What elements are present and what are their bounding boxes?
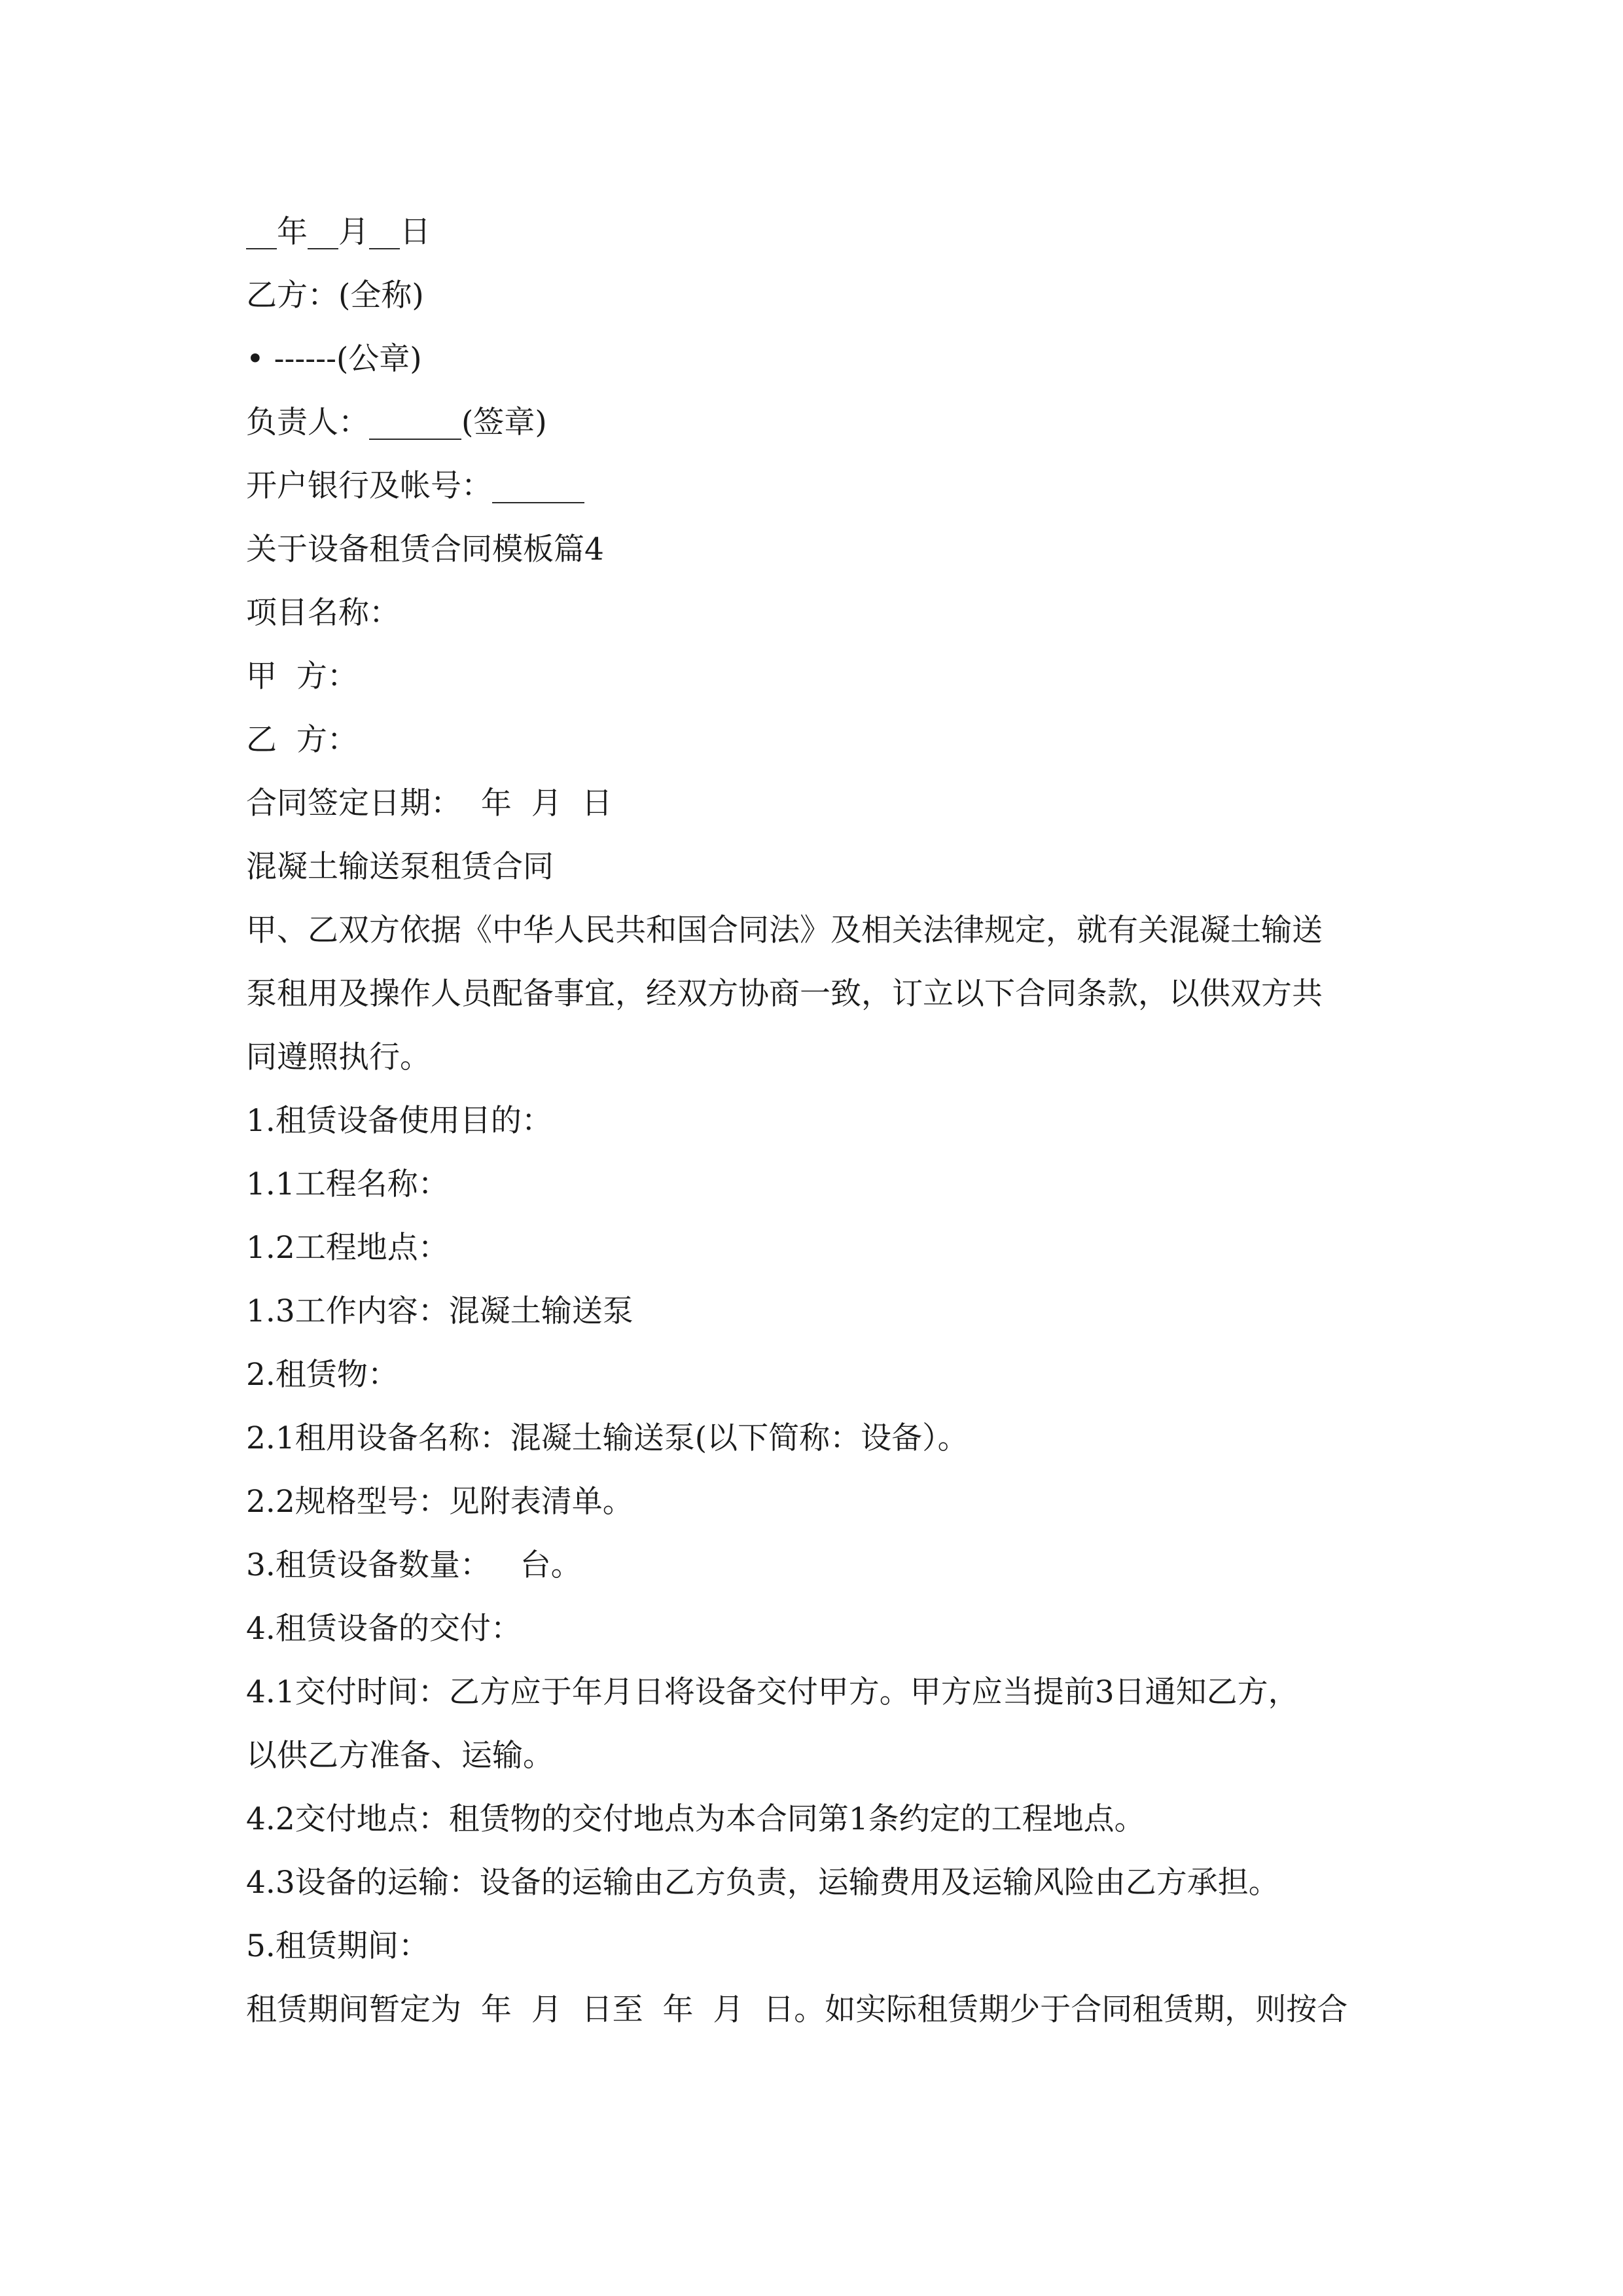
clause-2-heading: 2.租赁物：	[246, 1357, 399, 1393]
party-a-line: 甲 方：	[246, 658, 358, 694]
clause-4-3: 4.3设备的运输：设备的运输由乙方负责，运输费用及运输风险由乙方承担。	[246, 1865, 1279, 1901]
date-line: __年__月__日	[246, 214, 431, 250]
document-body	[246, 200, 1385, 2041]
clause-1-3: 1.3工作内容：混凝土输送泵	[246, 1293, 633, 1329]
clause-3: 3.租赁设备数量： 台。	[246, 1547, 582, 1583]
clause-2-2: 2.2规格型号：见附表清单。	[246, 1484, 633, 1520]
clause-1-heading: 1.租赁设备使用目的：	[246, 1103, 552, 1139]
official-seal-line: • ------(公章)	[246, 341, 422, 377]
section-title: 关于设备租赁合同模板篇4	[246, 531, 604, 567]
project-name-line: 项目名称：	[246, 595, 400, 631]
responsible-person-line: 负责人：______(签章)	[246, 404, 547, 440]
clause-4-2: 4.2交付地点：租赁物的交付地点为本合同第1条约定的工程地点。	[246, 1801, 1145, 1837]
clause-2-1: 2.1租用设备名称：混凝土输送泵(以下简称：设备）。	[246, 1420, 969, 1456]
clause-1-1: 1.1工程名称：	[246, 1166, 449, 1202]
preamble-line-3: 同遵照执行。	[246, 1039, 431, 1075]
clause-4-1-line-1: 4.1交付时间：乙方应于年月日将设备交付甲方。甲方应当提前3日通知乙方，	[246, 1674, 1299, 1710]
signing-date-line: 合同签定日期： 年 月 日	[246, 785, 613, 821]
preamble-line-1: 甲、乙双方依据《中华人民共和国合同法》及相关法律规定，就有关混凝土输送	[246, 912, 1323, 948]
clause-5-body: 租赁期间暂定为 年 月 日至 年 月 日。如实际租赁期少于合同租赁期，则按合	[246, 1992, 1348, 2028]
clause-4-heading: 4.租赁设备的交付：	[246, 1611, 522, 1647]
party-b-fullname-line: 乙方：(全称)	[246, 278, 424, 314]
preamble-line-2: 泵租用及操作人员配备事宜，经双方协商一致，订立以下合同条款，以供双方共	[246, 976, 1323, 1012]
clause-4-1-line-2: 以供乙方准备、运输。	[246, 1738, 554, 1774]
contract-title: 混凝土输送泵租赁合同	[246, 849, 554, 885]
party-b-line: 乙 方：	[246, 722, 358, 758]
bank-account-line: 开户银行及帐号：______	[246, 468, 584, 504]
clause-5-heading: 5.租赁期间：	[246, 1928, 429, 1964]
clause-1-2: 1.2工程地点：	[246, 1230, 449, 1266]
